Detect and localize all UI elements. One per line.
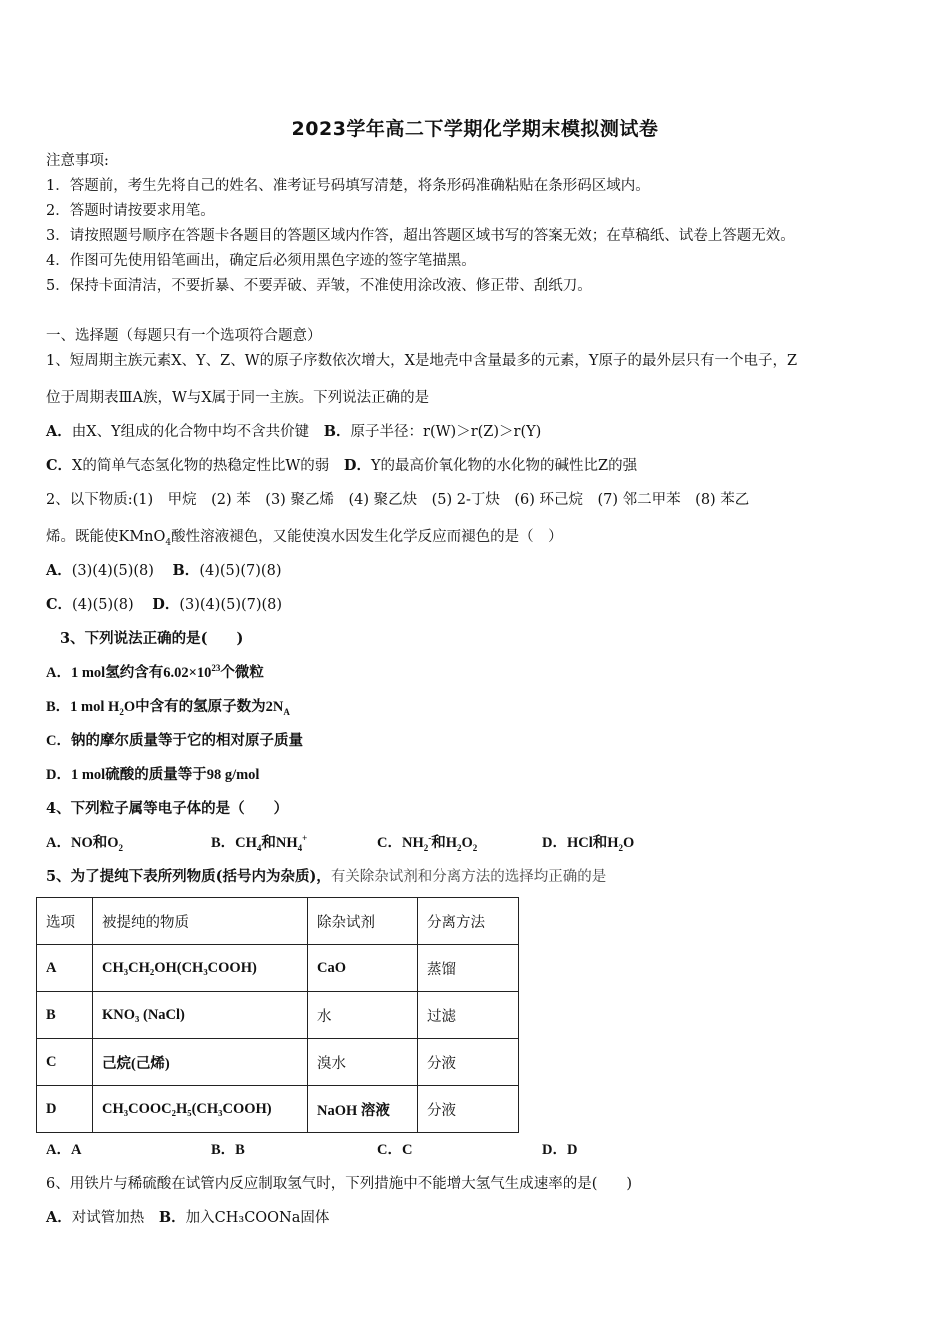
table-cell-option: A bbox=[37, 945, 93, 992]
q2-option-d-label: D． bbox=[152, 596, 180, 613]
q5-stem bbox=[46, 867, 606, 887]
q3-stem: 3、下列说法正确的是( ) bbox=[60, 630, 244, 647]
q5-option-d: D．D bbox=[542, 1142, 578, 1158]
q2-option-c: (4)(5)(8) bbox=[72, 597, 134, 613]
q5-stem-text: 有关除杂试剂和分离方法的选择均正确的是 bbox=[330, 869, 607, 885]
subscript: 2 bbox=[423, 842, 429, 853]
q4-option-d-text: O bbox=[623, 835, 635, 851]
subscript: 2 bbox=[457, 842, 462, 853]
q3-option-a-text: 个微粒 bbox=[220, 665, 264, 681]
q6-option-b: 加入CH₃COONa固体 bbox=[185, 1210, 330, 1226]
subscript: 2 bbox=[119, 706, 124, 717]
q5-stem-text: 5、为了提纯下表所列物质(括号内为杂质)， bbox=[46, 868, 331, 885]
table-cell-reagent: CaO bbox=[308, 945, 418, 992]
section-heading: 一、选择题（每题只有一个选项符合题意） bbox=[46, 328, 322, 344]
q1-options-cd bbox=[46, 456, 637, 476]
notice-item: 2．答题时请按要求用笔。 bbox=[46, 203, 215, 219]
table-cell-substance: KNO₃ (NaCl) bbox=[93, 992, 308, 1039]
q5-table bbox=[36, 897, 519, 1133]
subscript: 4 bbox=[256, 842, 262, 853]
q4-option-c bbox=[377, 833, 477, 853]
q3-option-b bbox=[46, 697, 290, 717]
table-cell-substance: 己烷(己烯) bbox=[93, 1039, 308, 1086]
q2-stem-text: 酸性溶液褪色，又能使溴水因发生化学反应而褪色的是（ ） bbox=[171, 529, 563, 545]
q6-option-a: 对试管加热 bbox=[71, 1210, 145, 1226]
q2-options-ab bbox=[46, 561, 281, 581]
superscript: + bbox=[302, 833, 308, 844]
notice-item: 3．请按照题号顺序在答题卡各题目的答题区域内作答，超出答题区域书写的答案无效；在草稿纸、试卷上答题无效。 bbox=[46, 228, 795, 244]
q4-option-c-text: C．NH bbox=[377, 835, 424, 851]
table-header-cell: 选项 bbox=[37, 898, 93, 945]
q1-option-a-label: A． bbox=[46, 423, 72, 440]
subscript: 2 bbox=[618, 842, 624, 853]
table-cell-method: 分液 bbox=[418, 1086, 519, 1133]
q2-option-a: (3)(4)(5)(8) bbox=[71, 563, 154, 579]
notice-header: 注意事项: bbox=[46, 153, 109, 169]
table-cell-option: B bbox=[37, 992, 93, 1039]
q2-option-b: (4)(5)(7)(8) bbox=[199, 563, 282, 579]
q3-option-a bbox=[46, 663, 264, 683]
exam-title: 2023学年高二下学期化学期末模拟测试卷 bbox=[291, 118, 659, 140]
q2-options-cd bbox=[46, 595, 282, 615]
q1-option-d: Y的最高价氧化物的水化物的碱性比Z的强 bbox=[370, 458, 638, 474]
q3-option-d: D．1 mol硫酸的质量等于98 g/mol bbox=[46, 767, 260, 783]
q1-options-ab bbox=[46, 422, 541, 442]
q6-option-b-label: B． bbox=[158, 1209, 186, 1226]
table-cell-reagent: 水 bbox=[308, 992, 418, 1039]
q1-option-a: 由X、Y组成的化合物中均不含共价键 bbox=[71, 424, 310, 440]
q1-option-c: X的简单气态氢化物的热稳定性比W的弱 bbox=[72, 458, 330, 474]
q4-option-a-text: A．NO和O bbox=[46, 835, 119, 851]
q4-option-b bbox=[211, 833, 307, 853]
q4-option-c-text: 和H bbox=[431, 835, 458, 851]
table-row bbox=[37, 1086, 519, 1133]
superscript: 23 bbox=[211, 663, 221, 674]
table-cell-method: 过滤 bbox=[418, 992, 519, 1039]
q6-stem: 6、用铁片与稀硫酸在试管内反应制取氢气时，下列措施中不能增大氢气生成速率的是( ) bbox=[46, 1176, 633, 1192]
subscript: 2 bbox=[472, 842, 478, 853]
q5-option-a: A．A bbox=[46, 1142, 82, 1158]
q1-option-b-label: B． bbox=[323, 423, 351, 440]
q2-option-b-label: B． bbox=[172, 562, 200, 579]
q1-option-c-label: C． bbox=[46, 457, 73, 474]
table-cell-method: 分液 bbox=[418, 1039, 519, 1086]
table-header-row bbox=[37, 898, 519, 945]
notice-item: 1．答题前，考生先将自己的姓名、准考证号码填写清楚，将条形码准确粘贴在条形码区域内。 bbox=[46, 178, 650, 194]
q1-option-d-label: D． bbox=[343, 457, 371, 474]
q1-option-b: 原子半径：r(W)＞r(Z)＞r(Y) bbox=[350, 424, 542, 440]
q6-options-ab bbox=[46, 1208, 329, 1228]
subscript: A bbox=[283, 706, 290, 717]
table-cell-substance: CH₃COOC₂H₅(CH₃COOH) bbox=[93, 1086, 308, 1133]
table-cell-reagent: 溴水 bbox=[308, 1039, 418, 1086]
q3-option-a-text: A．1 mol氢约含有6.02×10 bbox=[46, 665, 212, 681]
q2-option-a-label: A． bbox=[46, 562, 72, 579]
table-row bbox=[37, 945, 519, 992]
q4-stem: 4、下列粒子属等电子体的是（ ） bbox=[46, 800, 289, 817]
q4-option-a bbox=[46, 833, 123, 853]
table-header-cell: 除杂试剂 bbox=[308, 898, 418, 945]
table-cell-method: 蒸馏 bbox=[418, 945, 519, 992]
table-cell-option: C bbox=[37, 1039, 93, 1086]
q3-option-c: C．钠的摩尔质量等于它的相对原子质量 bbox=[46, 733, 303, 749]
notice-item: 4．作图可先使用铅笔画出，确定后必须用黑色字迹的签字笔描黑。 bbox=[46, 253, 476, 269]
q4-option-b-text: 和NH bbox=[261, 835, 298, 851]
q3-option-b-text: B．1 mol H bbox=[46, 699, 120, 715]
table-header-cell: 分离方法 bbox=[418, 898, 519, 945]
table-header-cell: 被提纯的物质 bbox=[93, 898, 308, 945]
table-cell-substance: CH₃CH₂OH(CH₃COOH) bbox=[93, 945, 308, 992]
subscript: 4 bbox=[297, 842, 303, 853]
q3-option-b-text: O中含有的氢原子数为2N bbox=[123, 699, 284, 715]
table-cell-option: D bbox=[37, 1086, 93, 1133]
q4-option-d bbox=[542, 833, 634, 853]
table-cell-reagent: NaOH 溶液 bbox=[308, 1086, 418, 1133]
table-row bbox=[37, 1039, 519, 1086]
q6-option-a-label: A． bbox=[46, 1209, 72, 1226]
q2-stem-text: 烯。既能使KMnO bbox=[46, 529, 166, 545]
q5-option-b: B．B bbox=[211, 1142, 245, 1158]
q5-option-c: C．C bbox=[377, 1142, 413, 1158]
q1-stem-line2: 位于周期表ⅢA族，W与X属于同一主族。下列说法正确的是 bbox=[46, 390, 430, 406]
subscript: 4 bbox=[165, 537, 172, 548]
q2-stem-line1: 2、以下物质:(1) 甲烷 (2) 苯 (3) 聚乙烯 (4) 聚乙炔 (5) 2-丁炔 (6) 环己烷 (7) 邻二甲苯 (8) 苯乙 bbox=[46, 492, 750, 508]
q2-stem-line2 bbox=[46, 527, 563, 547]
q4-option-d-text: D．HCl和H bbox=[542, 835, 619, 851]
q4-option-b-text: B．CH bbox=[211, 835, 257, 851]
table-row bbox=[37, 992, 519, 1039]
q4-option-c-text: O bbox=[461, 835, 473, 851]
q2-option-c-label: C． bbox=[46, 596, 73, 613]
subscript: 2 bbox=[118, 842, 123, 853]
superscript: - bbox=[428, 833, 432, 844]
notice-item: 5．保持卡面清洁，不要折暴、不要弄破、弄皱，不准使用涂改液、修正带、刮纸刀。 bbox=[46, 278, 592, 294]
q1-stem-line1: 1、短周期主族元素X、Y、Z、W的原子序数依次增大，X是地壳中含量最多的元素，Y原子的最外层只有一个电子，Z bbox=[46, 353, 798, 369]
q2-option-d: (3)(4)(5)(7)(8) bbox=[179, 597, 283, 613]
